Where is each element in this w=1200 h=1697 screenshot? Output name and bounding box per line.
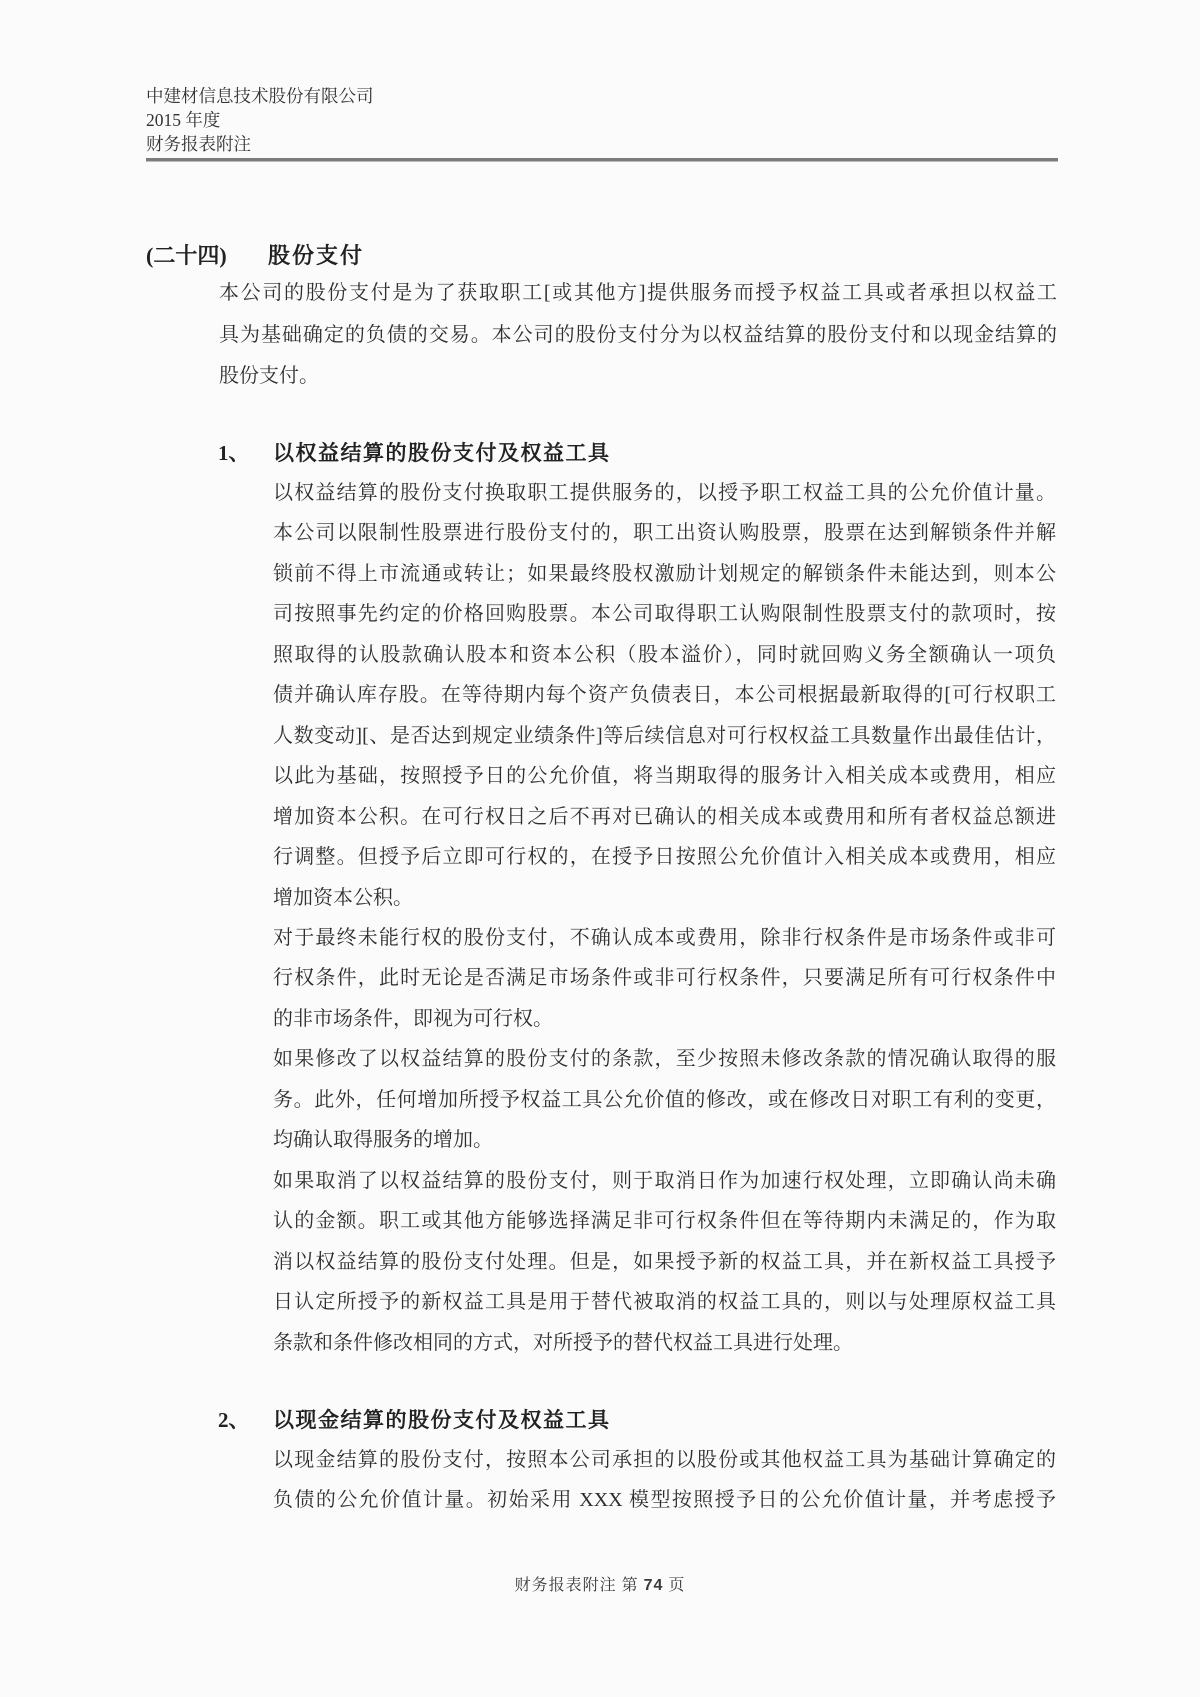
text-line: 以现金结算的股份支付，按照本公司承担的以股份或其他权益工具为基础计算确定的	[273, 1449, 1056, 1471]
text-line: 负债的公允价值计量。初始采用 XXX 模型按照授予日的公允价值计量，并考虑授予	[273, 1489, 1056, 1512]
footer-page-number: 74	[643, 1577, 664, 1594]
text-line: 具为基础确定的负债的交易。本公司的股份支付分为以权益结算的股份支付和以现金结算的	[219, 323, 1057, 346]
page-footer	[0, 1572, 1200, 1595]
text-line: 如果修改了以权益结算的股份支付的条款，至少按照未修改条款的情况确认取得的服	[273, 1048, 1056, 1071]
intro-paragraph	[219, 273, 1057, 398]
text-line: 均确认取得服务的增加。	[273, 1129, 493, 1152]
text-line: 以权益结算的股份支付换取职工提供服务的，以授予职工权益工具的公允价值计量。	[273, 482, 1056, 504]
subsection-title: 以现金结算的股份支付及权益工具	[273, 1409, 611, 1432]
text-line: 的非市场条件，即视为可行权。	[273, 1007, 553, 1030]
subsection-number: 1、	[218, 441, 250, 465]
text-line: 认的金额。职工或其他方能够选择满足非可行权条件但在等待期内未满足的，作为取	[273, 1210, 1056, 1233]
text-line: 本公司的股份支付是为了获取职工[或其他方]提供服务而授予权益工具或者承担以权益工	[219, 282, 1057, 304]
text-line: 消以权益结算的股份支付处理。但是，如果授予新的权益工具，并在新权益工具授予	[273, 1250, 1056, 1273]
section-heading	[146, 239, 364, 270]
text-line: 以此为基础，按照授予日的公允价值，将当期取得的服务计入相关成本或费用，相应	[273, 765, 1056, 788]
text-line: 司按照事先约定的价格回购股票。本公司取得职工认购限制性股票支付的款项时，按	[273, 603, 1056, 626]
text-line: 日认定所授予的新权益工具是用于替代被取消的权益工具的，则以与处理原权益工具	[273, 1291, 1056, 1314]
text-line: 增加资本公积。	[273, 886, 413, 909]
text-line: 增加资本公积。在可行权日之后不再对已确认的相关成本或费用和所有者权益总额进	[273, 805, 1056, 828]
subsection-number: 2、	[218, 1408, 250, 1432]
subsection-heading	[218, 1407, 1056, 1434]
subsection-body	[273, 1440, 1056, 1521]
subsection-body	[273, 473, 1056, 1363]
text-line: 行调整。但授予后立即可行权的，在授予日按照公允价值计入相关成本或费用，相应	[273, 846, 1056, 869]
text-line: 行权条件，此时无论是否满足市场条件或非可行权条件，只要满足所有可行权条件中	[273, 967, 1056, 990]
text-line: 对于最终未能行权的股份支付，不确认成本或费用，除非行权条件是市场条件或非可	[273, 926, 1056, 949]
text-line: 债并确认库存股。在等待期内每个资产负债表日，本公司根据最新取得的[可行权职工	[273, 684, 1056, 707]
text-line: 条款和条件修改相同的方式，对所授予的替代权益工具进行处理。	[273, 1331, 853, 1354]
text-line: 如果取消了以权益结算的股份支付，则于取消日作为加速行权处理，立即确认尚未确	[273, 1169, 1056, 1192]
section-title: 股份支付	[268, 243, 365, 268]
text-line: 锁前不得上市流通或转让；如果最终股权激励计划规定的解锁条件未能达到，则本公	[273, 562, 1056, 585]
report-year: 2015 年度	[146, 110, 221, 130]
report-title: 财务报表附注	[146, 134, 251, 154]
footer-label: 财务报表附注 第	[514, 1577, 644, 1594]
section-number: (二十四)	[146, 243, 227, 268]
header-rule	[146, 158, 1058, 162]
subsection-title: 以权益结算的股份支付及权益工具	[273, 442, 611, 465]
subsection-heading	[218, 440, 1056, 467]
page-header	[146, 84, 374, 156]
subsection-cash-settled	[218, 1407, 1056, 1521]
text-line: 本公司以限制性股票进行股份支付的，职工出资认购股票，股票在达到解锁条件并解	[273, 522, 1056, 545]
text-line: 务。此外，任何增加所授予权益工具公允价值的修改，或在修改日对职工有利的变更，	[273, 1088, 1056, 1111]
text-line: 股份支付。	[219, 365, 319, 387]
footer-label-suffix: 页	[663, 1577, 686, 1594]
text-line: 照取得的认股款确认股本和资本公积（股本溢价），同时就回购义务全额确认一项负	[273, 643, 1056, 666]
text-line: 人数变动][、是否达到规定业绩条件]等后续信息对可行权权益工具数量作出最佳估计，	[273, 724, 1056, 747]
subsection-equity-settled	[218, 440, 1056, 1363]
company-name: 中建材信息技术股份有限公司	[146, 86, 374, 106]
